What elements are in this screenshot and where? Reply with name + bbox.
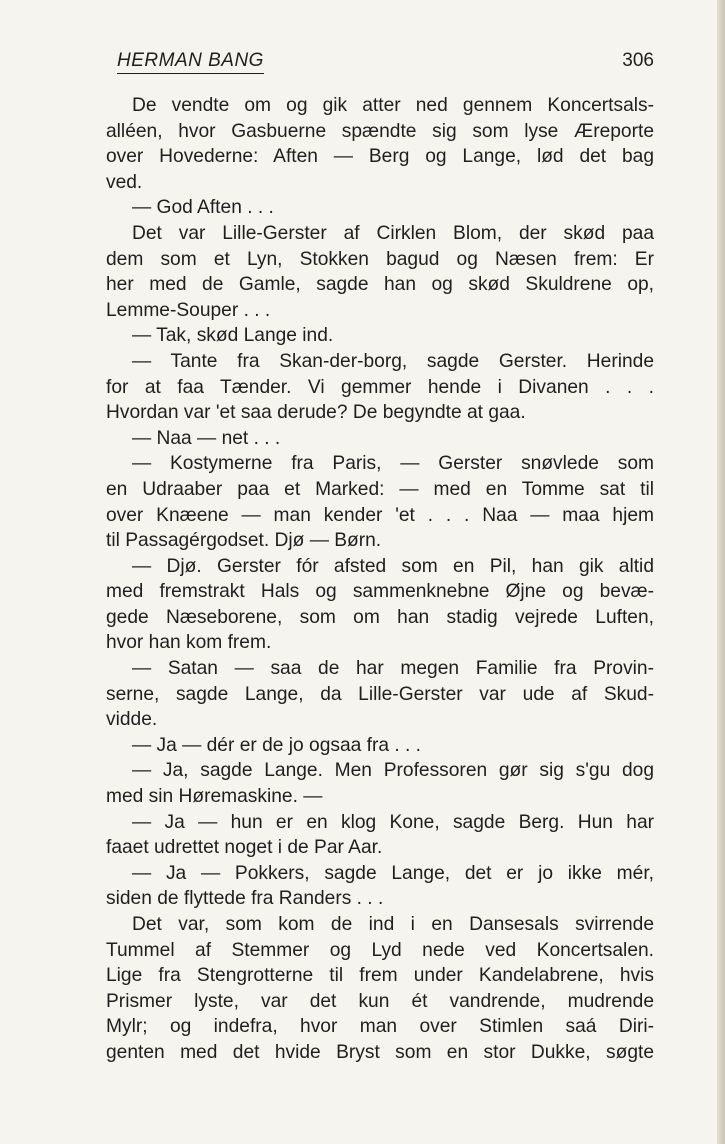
text-line: Tummel af Stemmer og Lyd nede ved Koncertsalen.: [106, 939, 654, 961]
text-line: gede Næseborene, som om han stadig vejrede Luften,: [106, 606, 654, 628]
text-line: Det var, som kom de ind i en Dansesals svirrende: [132, 914, 654, 935]
text-line: — Satan — saa de har megen Familie fra Provin-: [132, 658, 654, 680]
text-line: til Passagérgodset. Djø — Børn.: [106, 530, 382, 552]
text-line: Det var Lille-Gerster af Cirklen Blom, der skød paa: [132, 222, 654, 244]
text-line: — Ja — hun er en klog Kone, sagde Berg. Hun har: [132, 811, 654, 833]
text-line: — Tak, skød Lange ind.: [132, 325, 334, 347]
text-line: siden de flyttede fra Randers . . .: [106, 888, 384, 910]
text-line: Prismer lyste, var det kun ét vandrende, mudrende: [106, 990, 654, 1012]
body-text: [106, 93, 654, 1066]
text-line: ved.: [106, 171, 143, 193]
text-line: for at faa Tænder. Vi gemmer hende i Divanen . . .: [106, 376, 654, 398]
text-line: — Djø. Gerster fór afsted som en Pil, han gik altid: [132, 555, 654, 577]
text-line: her med de Gamle, sagde han og skød Skuldrene op,: [106, 274, 654, 296]
text-line: — Ja — dér er de jo ogsaa fra . . .: [132, 734, 422, 756]
text-line: dem som et Lyn, Stokken bagud og Næsen frem: Er: [106, 248, 654, 270]
page-edge: [717, 0, 725, 1144]
text-line: med sin Høremaskine. —: [106, 786, 323, 808]
text-line: serne, sagde Lange, da Lille-Gerster var ude af Skud-: [106, 683, 654, 705]
text-line: — Ja, sagde Lange. Men Professoren gør sig s'gu dog: [132, 760, 654, 782]
text-line: — Kostymerne fra Paris, — Gerster snøvlede som: [132, 453, 654, 475]
page-number: 306: [622, 50, 654, 71]
text-line: De vendte om og gik atter ned gennem Koncertsals-: [132, 95, 654, 116]
text-line: med fremstrakt Hals og sammenknebne Øjne og bevæ-: [106, 581, 654, 603]
text-line: — Ja — Pokkers, sagde Lange, det er jo ikke mér,: [132, 862, 654, 884]
text-line: genten med det hvide Bryst som en stor Dukke, søgte: [106, 1041, 654, 1063]
text-line: faaet udrettet noget i de Par Aar.: [106, 837, 383, 859]
text-line: hvor han kom frem.: [106, 632, 272, 654]
text-line: vidde.: [106, 709, 158, 731]
text-line: — Naa — net . . .: [132, 427, 281, 449]
running-head-author: HERMAN BANG: [117, 50, 264, 74]
running-header: [117, 50, 654, 76]
text-line: — Tante fra Skan-der-borg, sagde Gerster. Herinde: [132, 350, 654, 372]
text-line: Hvordan var 'et saa derude? De begyndte at gaa.: [106, 402, 526, 424]
text-line: Mylr; og indefra, hvor man over Stimlen saá Diri-: [106, 1016, 654, 1038]
text-line: — God Aften . . .: [132, 197, 274, 219]
text-line: over Knæene — man kender 'et . . . Naa — maa hjem: [106, 504, 654, 526]
text-line: Lemme-Souper . . .: [106, 299, 271, 321]
text-line: alléen, hvor Gasbuerne spændte sig som lyse Æreporte: [106, 120, 654, 142]
text-line: over Hovederne: Aften — Berg og Lange, lød det bag: [106, 146, 654, 168]
text-line: en Udraaber paa et Marked: — med en Tomme sat til: [106, 478, 654, 500]
text-line: Lige fra Stengrotterne til frem under Kandelabrene, hvis: [106, 965, 654, 987]
